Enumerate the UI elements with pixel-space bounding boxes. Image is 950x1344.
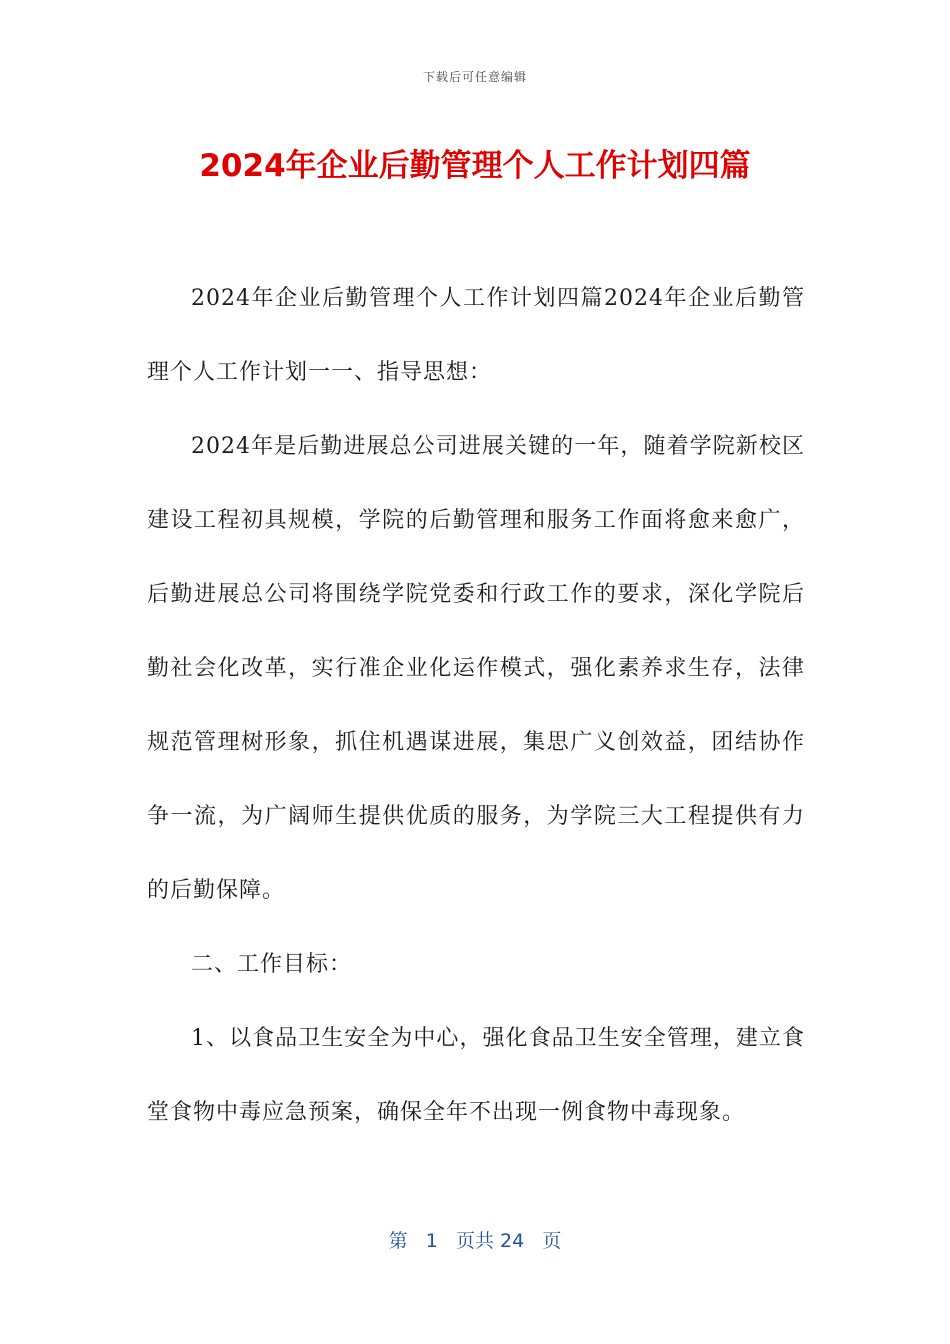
paragraph: 2024年企业后勤管理个人工作计划四篇2024年企业后勤管理个人工作计划一一、指导思想： — [147, 286, 805, 385]
footer-page-prefix: 第 — [388, 1230, 408, 1252]
footer-page-total: 24 — [500, 1230, 525, 1252]
document-title: 2024年企业后勤管理个人工作计划四篇 — [199, 148, 751, 184]
footer-page-middle: 页共 — [455, 1230, 494, 1252]
header-note: 下载后可任意编辑 — [422, 70, 527, 84]
paragraph: 2024年是后勤进展总公司进展关键的一年，随着学院新校区建设工程初具规模，学院的后勤管理和服务工作面将愈来愈广，后勤进展总公司将围绕学院党委和行政工作的要求，深化学院后勤社会化改革，实行准企业化运作模式，强化素养求生存，法律规范管理树形象，抓住机遇谋进展，集思广义创效益，团结协作争一流，为广阔师生提供优质的服务，为学院三大工程提供有力的后勤保障。 — [147, 434, 805, 903]
footer-page-suffix: 页 — [542, 1230, 562, 1252]
page-footer — [0, 1226, 950, 1253]
document-body — [147, 262, 805, 1150]
paragraph: 二、工作目标： — [191, 952, 353, 977]
paragraph: 1、以食品卫生安全为中心，强化食品卫生安全管理，建立食堂食物中毒应急预案，确保全年不出现一例食物中毒现象。 — [147, 1026, 805, 1125]
footer-page-number: 1 — [425, 1230, 438, 1252]
